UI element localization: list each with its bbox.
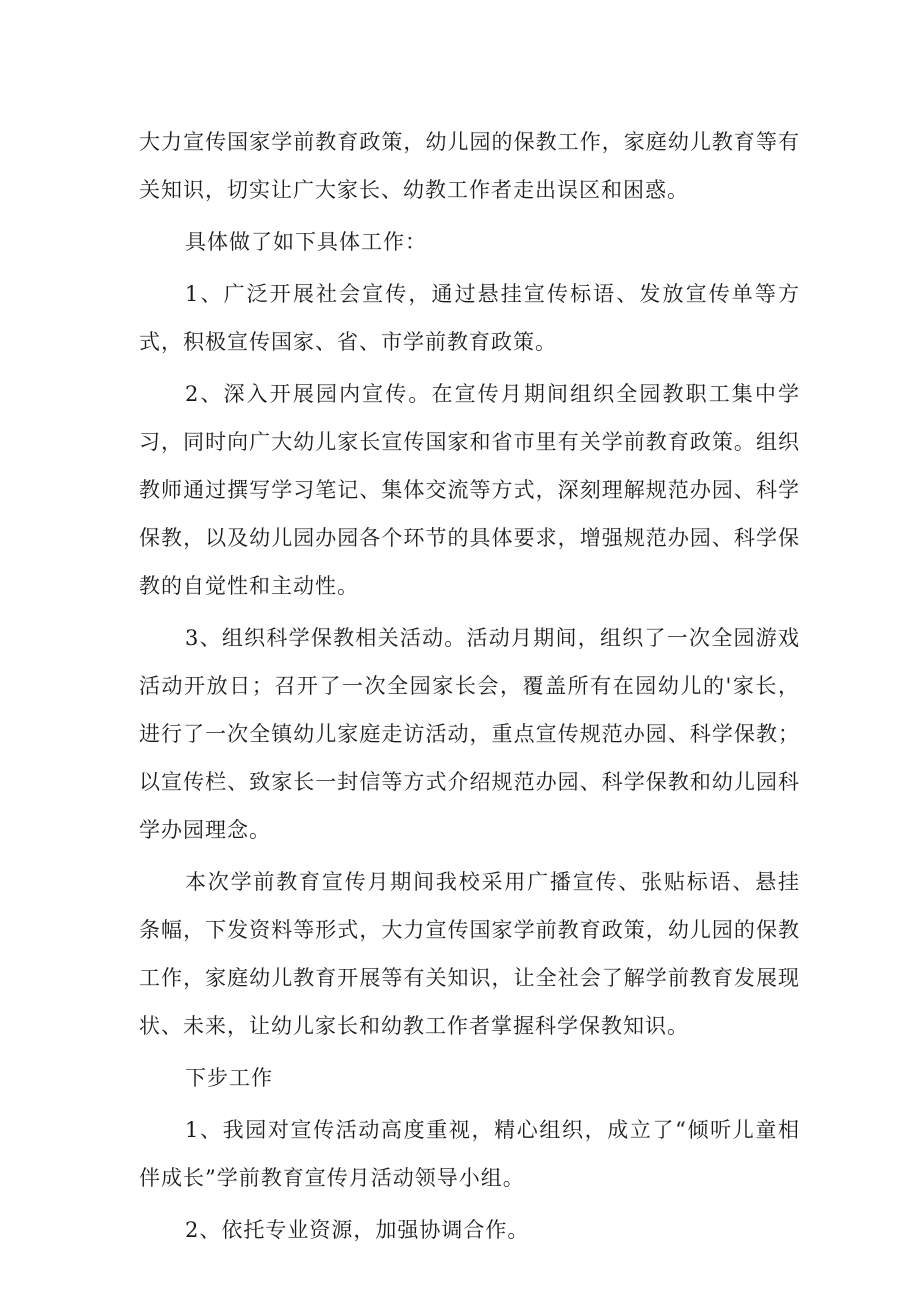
paragraph-next-steps-heading: 下步工作 [185,1066,273,1090]
paragraph-intro-continuation: 大力宣传国家学前教育政策，幼儿园的保教工作，家庭幼儿教育等有关知识，切实让广大家长、幼教工作者走出误区和困惑。 [139,130,800,202]
paragraph-work-heading: 具体做了如下具体工作： [185,230,427,254]
paragraph-next-step-2: 2、依托专业资源，加强协调合作。 [185,1218,530,1242]
paragraph-item-3-activities: 3、组织科学保教相关活动。活动月期间，组织了一次全园游戏活动开放日；召开了一次全园家长会，覆盖所有在园幼儿的'家长，进行了一次全镇幼儿家庭走访活动，重点宣传规范办园、科学保教；以宣传栏、致家长一封信等方式介绍规范办园、科学保教和幼儿园科学办园理念。 [139,626,800,842]
paragraph-next-step-1: 1、我园对宣传活动高度重视，精心组织，成立了“倾听儿童相伴成长”学前教育宣传月活动领导小组。 [139,1118,800,1190]
paragraph-summary: 本次学前教育宣传月期间我校采用广播宣传、张贴标语、悬挂条幅，下发资料等形式，大力宣传国家学前教育政策，幼儿园的保教工作，家庭幼儿教育开展等有关知识，让全社会了解学前教育发展现状、未来，让幼儿家长和幼教工作者掌握科学保教知识。 [139,870,800,1038]
paragraph-item-1-social-publicity: 1、广泛开展社会宣传，通过悬挂宣传标语、发放宣传单等方式，积极宣传国家、省、市学前教育政策。 [139,282,800,354]
paragraph-item-2-campus-publicity: 2、深入开展园内宣传。在宣传月期间组织全园教职工集中学习，同时向广大幼儿家长宣传国家和省市里有关学前教育政策。组织教师通过撰写学习笔记、集体交流等方式，深刻理解规范办园、科学保教，以及幼儿园办园各个环节的具体要求，增强规范办园、科学保教的自觉性和主动性。 [139,382,800,598]
